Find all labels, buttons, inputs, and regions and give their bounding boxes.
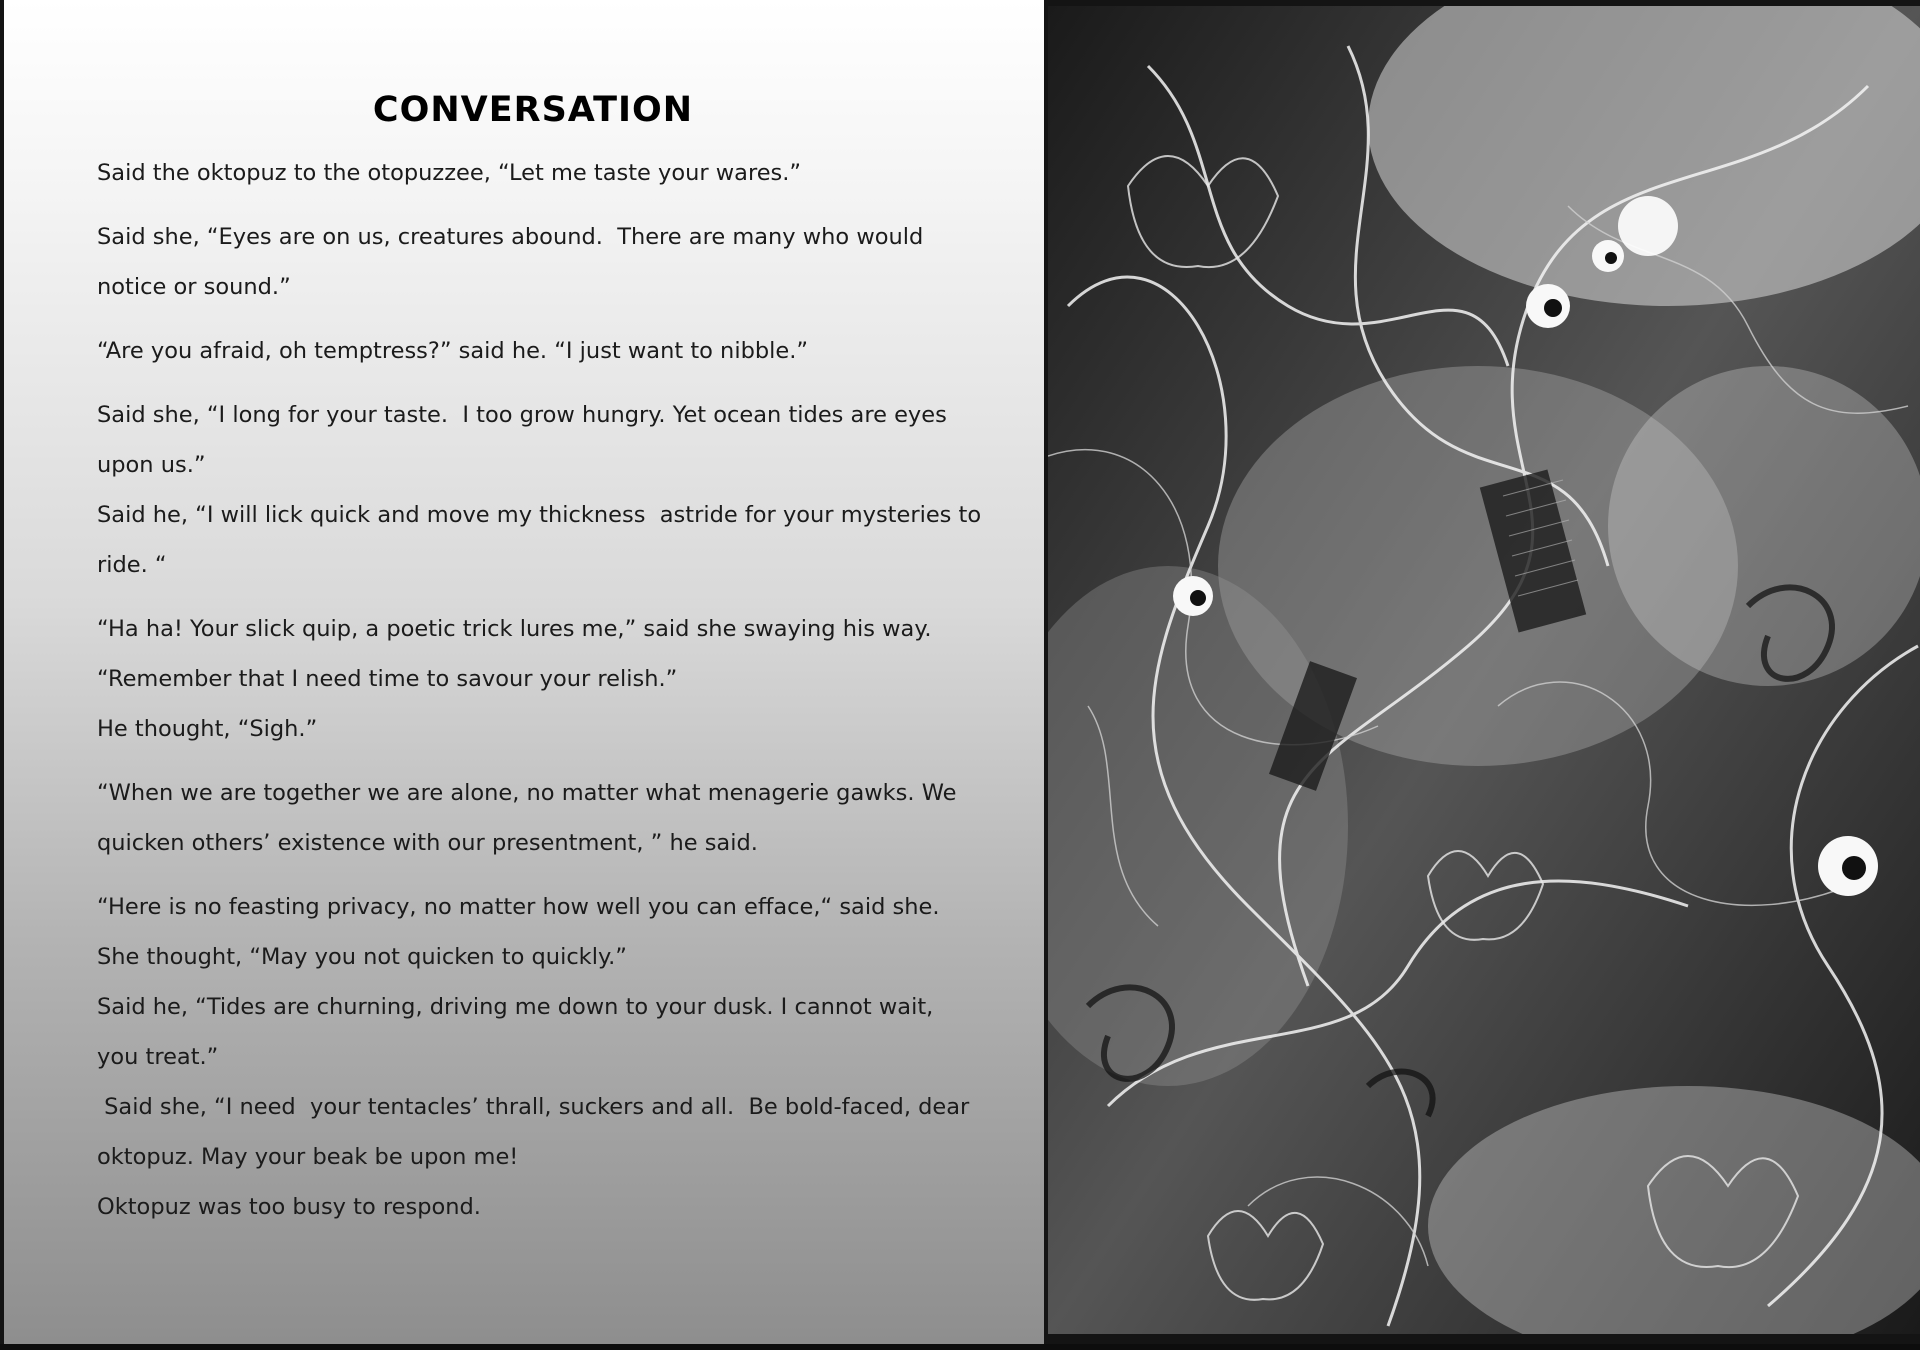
poem-line: Said the oktopuz to the otopuzzee, “Let me taste your wares.” [97, 160, 802, 186]
poem-line: Said she, “I need your tentacles’ thrall, suckers and all. Be bold-faced, dear [97, 1094, 970, 1120]
poem-line: “Here is no feasting privacy, no matter how well you can efface,“ said she. [97, 894, 940, 920]
poem-line: She thought, “May you not quicken to quickly.” [97, 944, 627, 970]
poem-body [97, 148, 997, 1232]
poem-line: you treat.” [97, 1044, 219, 1070]
bottom-border [0, 1344, 1920, 1350]
poem-line: oktopuz. May your beak be upon me! [97, 1144, 519, 1170]
page-title: CONVERSATION [372, 90, 694, 130]
poem-line: “Remember that I need time to savour your relish.” [97, 666, 678, 692]
poem-line: Oktopuz was too busy to respond. [97, 1194, 481, 1220]
poem-line: Said she, “I long for your taste. I too grow hungry. Yet ocean tides are eyes [97, 402, 947, 428]
poem-line: quicken others’ existence with our presentment, ” he said. [97, 830, 758, 856]
text-panel [4, 0, 1044, 1344]
octopus-artwork [1048, 6, 1920, 1334]
stanza-gap [97, 198, 997, 212]
poem-line: Said he, “I will lick quick and move my thickness astride for your mysteries to [97, 502, 982, 528]
poem-line: “When we are together we are alone, no matter what menagerie gawks. We [97, 780, 957, 806]
poem-line: Said she, “Eyes are on us, creatures abound. There are many who would [97, 224, 924, 250]
stanza-gap [97, 868, 997, 882]
stanza-gap [97, 754, 997, 768]
poem-line: “Are you afraid, oh temptress?” said he. “I just want to nibble.” [97, 338, 809, 364]
poem-line: Said he, “Tides are churning, driving me down to your dusk. I cannot wait, [97, 994, 934, 1020]
stanza-gap [97, 590, 997, 604]
poem-line: upon us.” [97, 452, 206, 478]
stanza-gap [97, 376, 997, 390]
poem-line: notice or sound.” [97, 274, 291, 300]
poem-line: “Ha ha! Your slick quip, a poetic trick lures me,” said she swaying his way. [97, 616, 932, 642]
poem-line: He thought, “Sigh.” [97, 716, 318, 742]
poem-line: ride. “ [97, 552, 167, 578]
artwork-image [1048, 6, 1920, 1334]
stanza-gap [97, 312, 997, 326]
